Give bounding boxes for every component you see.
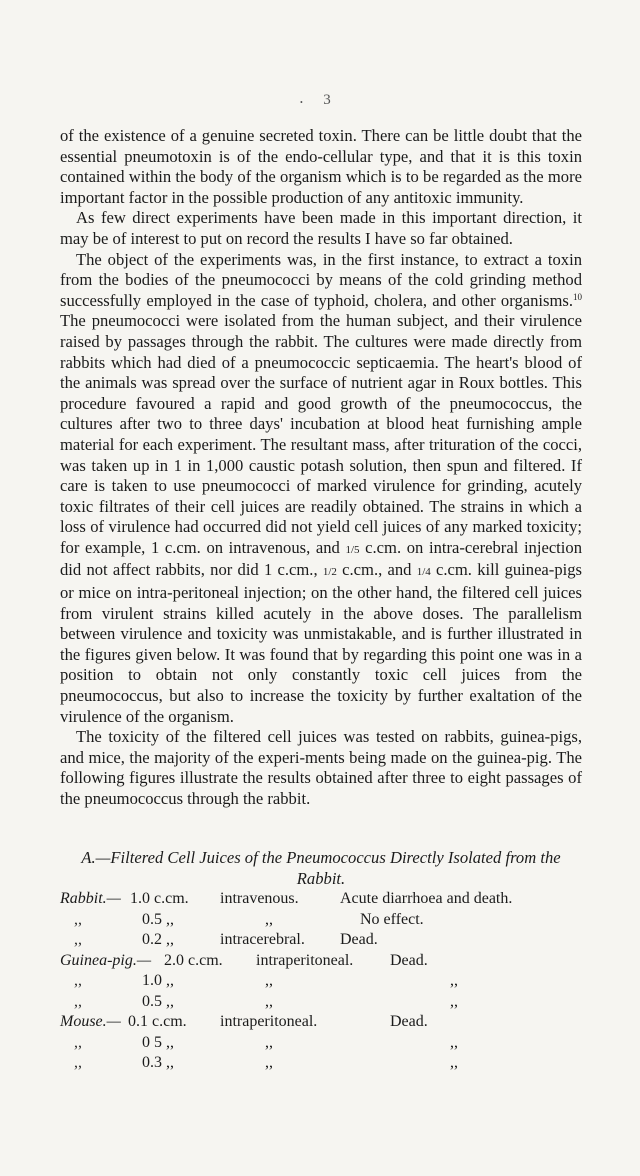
row-dose: 0 5 ,, bbox=[142, 1033, 174, 1051]
row-label: Mouse.— bbox=[60, 1013, 121, 1030]
row-dose: 0.5 ,, bbox=[142, 992, 174, 1010]
paragraph-3: The object of the experiments was, in the first instance, to extract a toxin from the bodies of the pneumococci by means of the cold grinding method successfully employed in the case of typhoid, cholera, and other organisms.$^{10}$ The pneumococci were isolated from the human subject, and their virulence raised by passages through the rabbit. The cultures were made directly from rabbits which had died of a pneumococcic septicaemia. The heart's blood of the animals was spread over the surface of nutrient agar in Roux bottles. This procedure favoured a rapid and good growth of the pneumococcus, the cultures after two to three days' incubation at blood heat furnishing ample material for each experiment. The resultant mass, after trituration of the cocci, was taken up in 1 in 1,000 caustic potash solution, then spun and filtered. If care is taken to use pneumococci of marked virulence for grinding, acutely toxic filtrates of their cell juices are readily obtained. The strains in which a loss of virulence had occurred did not yield cell juices of any marked toxicity; for example, 1 c.cm. on intravenous, and 1/5 c.cm. on intra-cerebral injection did not affect rabbits, nor did 1 c.cm., 1/2 c.cm., and 1/4 c.cm. kill guinea-pigs or mice on intra-peritoneal injection; on the other hand, the filtered cell juices from virulent strains killed acutely in the above doses. The parallelism between virulence and toxicity was unmistakable, and is further illustrated in the figures given below. It was found that by regarding this point one was in a position to obtain not only constantly toxic cell juices from the pneumococcus, but also to increase the toxicity by further exaltation of the virulence of the organism. bbox=[60, 249, 583, 726]
bullet-mark: • bbox=[300, 98, 303, 107]
row-label: ,, bbox=[74, 1033, 82, 1051]
page-number: • 3 bbox=[300, 92, 331, 108]
row-dose: 1.0 ,, bbox=[142, 972, 174, 989]
row-dose: 1.0 c.cm. bbox=[130, 890, 189, 907]
paragraph-4: The toxicity of the filtered cell juices was tested on rabbits, guinea-pigs, and mice, the majority of the experi-ments being made on the guinea-pig. The following figures illustrate the results obtained after three to eight passages of the pneumococcus through the rabbit. bbox=[60, 727, 582, 808]
row-route: ,, bbox=[265, 972, 273, 989]
fraction: 1/5 bbox=[345, 543, 360, 556]
row-result: ,, bbox=[450, 992, 458, 1010]
row-dose: 0.2 ,, bbox=[142, 931, 174, 948]
table-heading: A.—Filtered Cell Juices of the Pneumococcus Directly Isolated from the Rabbit. bbox=[81, 848, 561, 888]
row-route: intravenous. bbox=[220, 890, 299, 907]
row-result: Dead. bbox=[390, 1013, 428, 1030]
row-route: intraperitoneal. bbox=[220, 1013, 318, 1030]
fraction: 1/2 bbox=[322, 566, 337, 579]
row-label: ,, bbox=[74, 972, 82, 989]
row-result: ,, bbox=[450, 1033, 458, 1051]
row-result: ,, bbox=[450, 1054, 458, 1071]
row-route: intracerebral. bbox=[220, 931, 305, 948]
row-result: Dead. bbox=[390, 951, 428, 969]
row-dose: 2.0 c.cm. bbox=[164, 951, 223, 969]
row-dose: 0.5 ,, bbox=[142, 910, 174, 928]
row-result: No effect. bbox=[360, 910, 424, 928]
row-dose: 0.3 ,, bbox=[142, 1054, 174, 1071]
row-route: intraperitoneal. bbox=[256, 951, 354, 969]
row-result: Acute diarrhoea and death. bbox=[340, 890, 513, 907]
paragraph-1: of the existence of a genuine secreted toxin. There can be little doubt that the essential pneumotoxin is of the endo-cellular type, and that it is this toxin contained within the body of the organism which is to be regarded as the more important factor in the possible production of any antitoxic immunity. bbox=[60, 126, 582, 207]
row-result: Dead. bbox=[340, 931, 378, 948]
paragraph-2: As few direct experiments have been made in this important direction, it may be of interest to put on record the results I have so far obtained. bbox=[60, 208, 582, 248]
row-label: Guinea-pig.— bbox=[60, 951, 152, 969]
row-label: Rabbit.— bbox=[60, 890, 121, 907]
row-dose: 0.1 c.cm. bbox=[128, 1013, 187, 1030]
row-result: ,, bbox=[450, 972, 458, 989]
row-route: ,, bbox=[265, 992, 273, 1010]
body-text bbox=[60, 126, 582, 810]
row-route: ,, bbox=[265, 1054, 273, 1071]
row-route: ,, bbox=[265, 910, 273, 928]
row-route: ,, bbox=[265, 1033, 273, 1051]
row-label: ,, bbox=[74, 992, 82, 1010]
row-label: ,, bbox=[74, 1054, 82, 1071]
footnote-ref: 10 bbox=[573, 291, 582, 302]
row-label: ,, bbox=[74, 910, 82, 928]
row-label: ,, bbox=[74, 931, 82, 948]
fraction: 1/4 bbox=[416, 566, 431, 579]
